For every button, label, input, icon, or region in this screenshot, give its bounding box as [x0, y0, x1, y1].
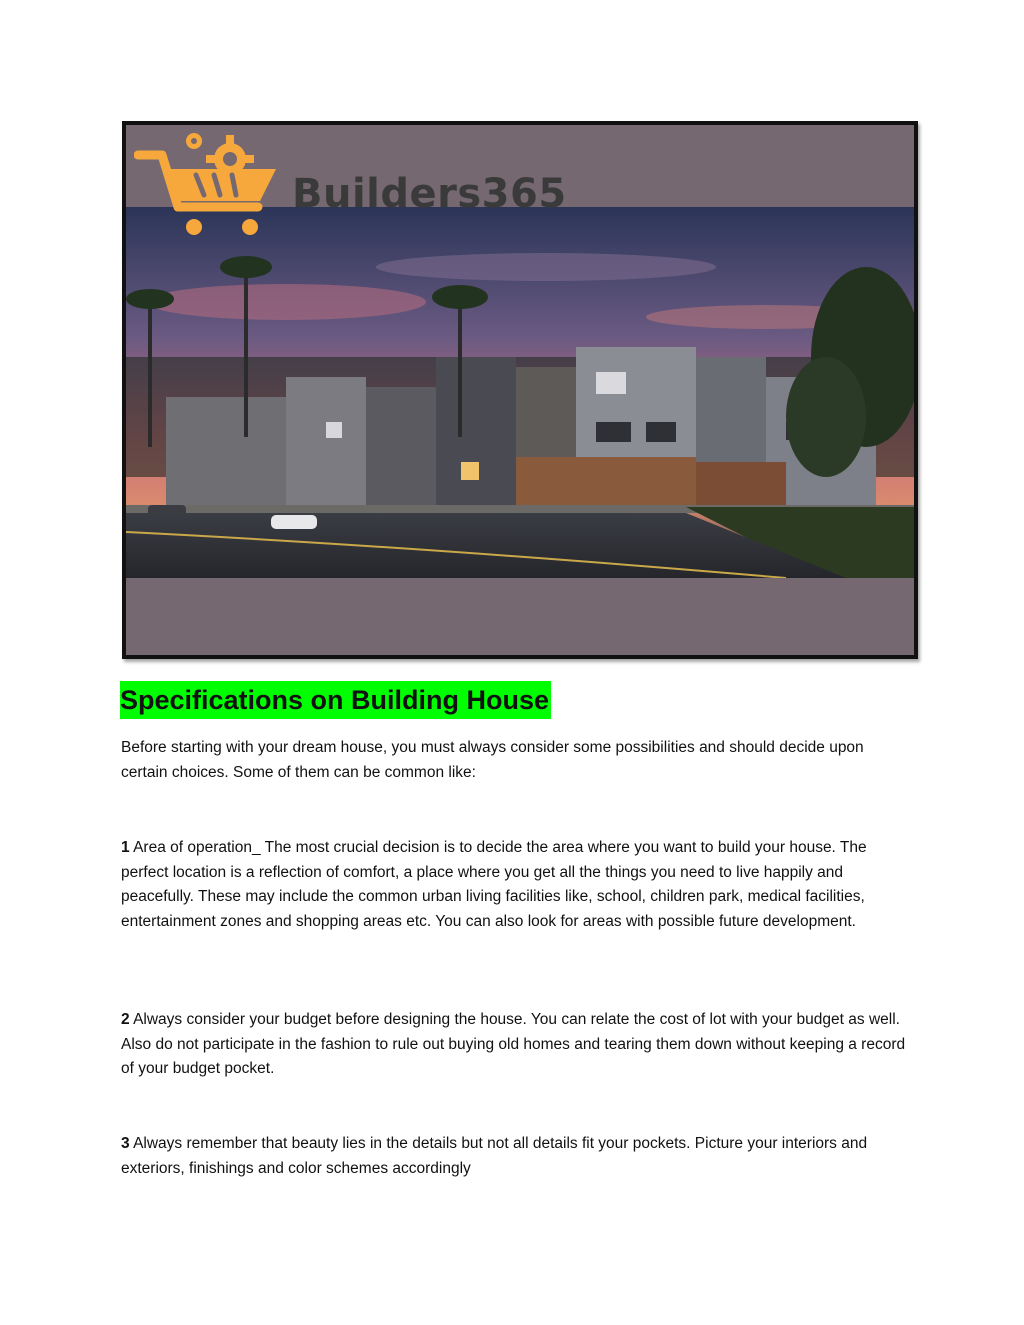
point-item-3 — [121, 1132, 911, 1181]
page-heading: Specifications on Building House — [120, 681, 551, 719]
hero-bottom-band — [126, 578, 914, 655]
point-text: Area of operation_ The most crucial decision is to decide the area where you want to build your house. The perfect location is a reflection of comfort, a place where you get all the things you need to live happily and peacefully. These may include the common urban living facilities like, school, children park, medical facilities, entertainment zones and shopping areas etc. You can also look for areas with possible future development. — [121, 839, 867, 930]
point-text: Always consider your budget before designing the house. You can relate the cost of lot with your budget as well. Also do not participate in the fashion to rule out buying old homes and tearing them down without keeping a record of your budget pocket. — [121, 1011, 906, 1077]
townhouse-street-photo — [126, 207, 914, 578]
shopping-cart-gear-icon — [134, 129, 284, 241]
intro-paragraph: Before starting with your dream house, you must always consider some possibilities and should decide upon certain choices. Some of them can be common like: — [121, 739, 864, 781]
point-item-2 — [121, 1008, 911, 1082]
point-number: 2 — [121, 1011, 130, 1028]
point-number: 3 — [121, 1135, 130, 1152]
point-number: 1 — [121, 839, 130, 856]
point-item-1 — [121, 836, 911, 934]
brand-name: Builders365 — [292, 171, 567, 217]
point-text: Always remember that beauty lies in the details but not all details fit your pockets. Picture your interiors and exteriors, finishings and color schemes accordingly — [121, 1135, 868, 1177]
hero-image-frame — [122, 121, 918, 659]
